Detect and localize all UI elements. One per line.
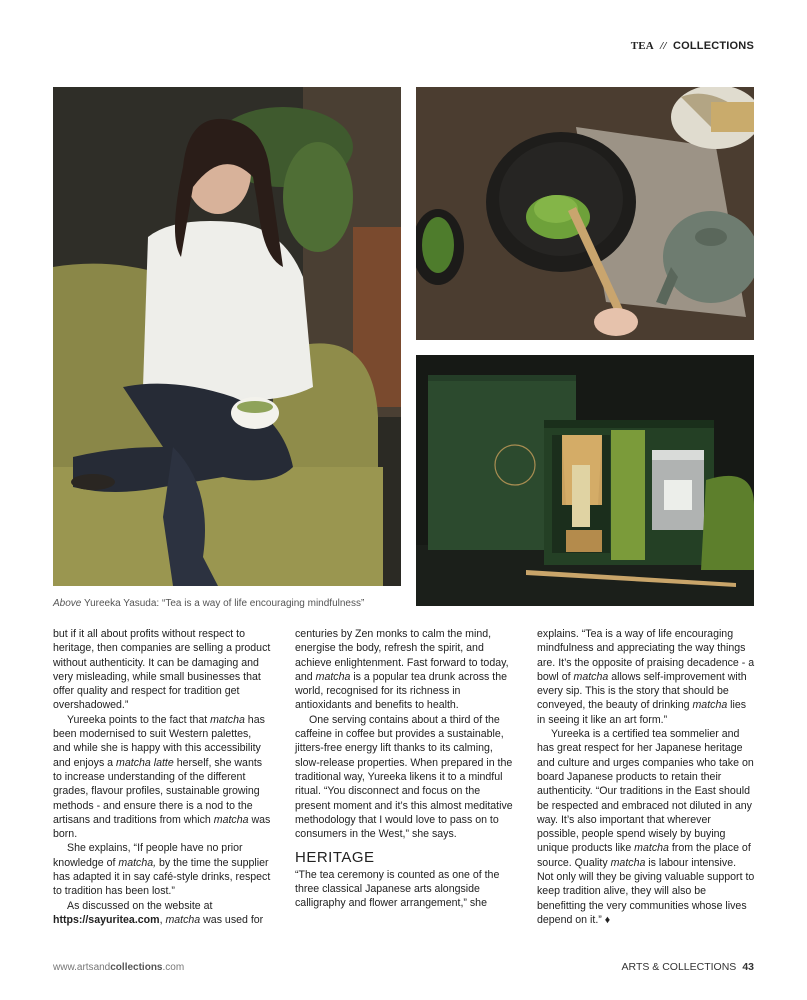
sayuri-product-photo	[416, 355, 754, 606]
footer-folio	[622, 961, 754, 973]
photo-caption	[53, 598, 364, 609]
paragraph: Yureeka points to the fact that matcha has been modernised to suit Western palettes, and while she is happy with this accessibility and enjoys a matcha latte herself, she wants to increase understanding of the different grades, flavour profiles, sustainable growing methods - and ensure there is a nod to the artisans and traditions from which matcha was born.	[53, 713, 271, 841]
category-label: COLLECTIONS	[672, 40, 754, 52]
paragraph: One serving contains about a third of the caffeine in coffee but provides a sustainable, jitters-free energy lift thanks to its calming, slow-release properties. When prepared in the traditional way, Yureeka likens it to a mindful ritual. “You disconnect and focus on the present moment and it’s this almost meditative methodology that I would love to pass on to consumers in the West,” she says.	[295, 713, 513, 841]
paragraph: but if it all about profits without respect to heritage, then companies are selling a product without authenticity. It can be damaging and very misleading, while small businesses that offer quality and respect for tradition get overshadowed.”	[53, 628, 271, 712]
article-column-3	[537, 627, 755, 927]
website-link[interactable]: https://sayuritea.com	[53, 913, 160, 926]
caption-lead: Above	[53, 598, 82, 609]
portrait-photo	[53, 87, 401, 586]
article-column-1	[53, 627, 271, 927]
end-mark: ♦	[604, 913, 611, 926]
section-label: TEA	[630, 40, 654, 52]
paragraph: She explains, “If people have no prior knowledge of matcha, by the time the supplier has adapted it in say café-style drinks, respect to tradition has been lost.”	[53, 842, 271, 898]
paragraph: “The tea ceremony is counted as one of the three classical Japanese arts alongside calligraphy and flower arrangement,” she	[295, 868, 500, 910]
footer-website[interactable]: www.artsandcollections.com	[53, 962, 185, 973]
page-header	[631, 40, 754, 52]
caption-text: Yureeka Yasuda: “Tea is a way of life encouraging mindfulness”	[83, 598, 365, 609]
paragraph: explains. “Tea is a way of life encouraging mindfulness and appreciating the way things are. It’s the opposite of praising decadence - a bowl of matcha allows self-improvement with every sip. This is the story that should be conveyed, the beauty of drinking matcha lies in seeing it like an art form.”	[537, 628, 755, 726]
matcha-bowl-photo	[416, 87, 754, 340]
page-number: 43	[742, 961, 754, 973]
paragraph: As discussed on the website at https://sayuritea.com, matcha was used for	[53, 899, 264, 926]
paragraph: Yureeka is a certified tea sommelier and has great respect for her Japanese heritage and culture and urges companies who take on board Japanese products to retain their authenticity. “Our traditions in the East should be respected and embraced not diluted in any way. It’s also important that wherever possible, people spend wisely by buying unique products like matcha from the place of source. Quality matcha is labour intensive. Not only will they be giving valuable support to keep tradition alive, they will also be benefitting the very communities whose lives depend on it.” ♦	[537, 728, 755, 926]
magazine-name: ARTS & COLLECTIONS	[621, 961, 737, 973]
paragraph: centuries by Zen monks to calm the mind, energise the body, refresh the spirit, and achieve enlightenment. Fast forward to today, and matcha is a popular tea drunk across the world, recognised for its richness in antioxidants and benefits to health.	[295, 628, 509, 712]
section-heading: HERITAGE	[295, 849, 375, 867]
article-column-2	[295, 627, 513, 911]
section-separator: //	[660, 40, 667, 52]
